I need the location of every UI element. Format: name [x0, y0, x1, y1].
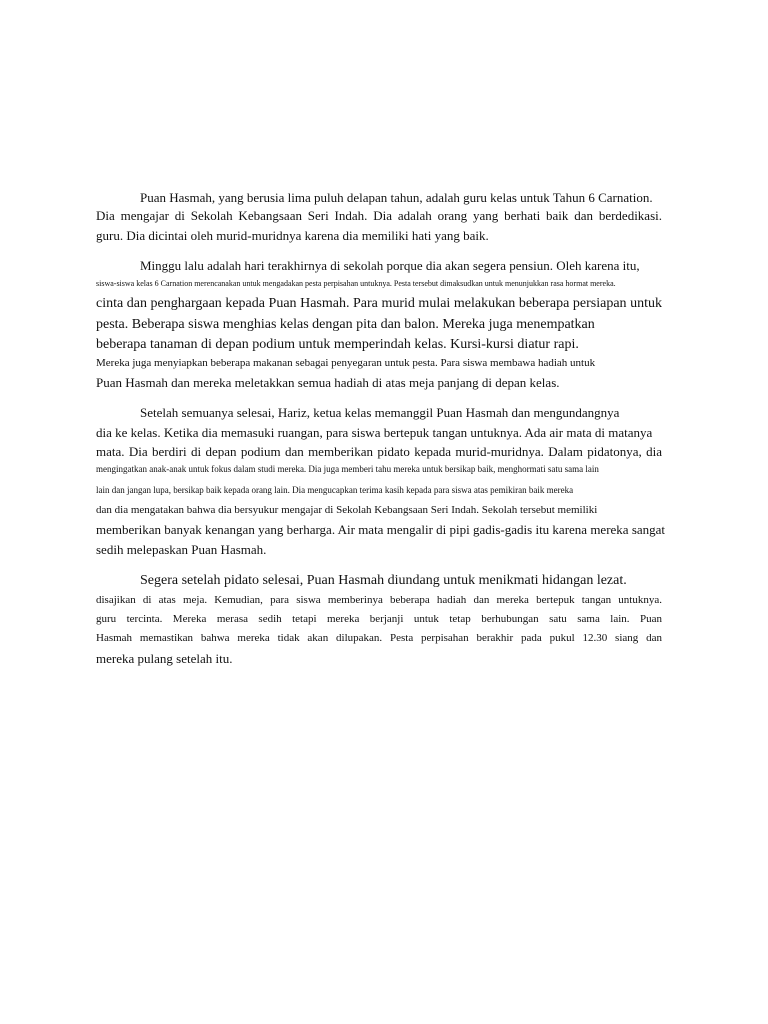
paragraph-2-line-2: siswa-siswa kelas 6 Carnation merencanakan untuk mengadakan pesta perpisahan untuknya. Pesta tersebut dimaksudkan untuk menunjukkan rasa hormat mereka.: [96, 279, 616, 288]
paragraph-2-line-5: beberapa tanaman di depan podium untuk memperindah kelas. Kursi-kursi diatur rapi.: [96, 337, 579, 352]
paragraph-3-line-8: sedih melepaskan Puan Hasmah.: [96, 542, 267, 557]
paragraph-1-line-3: guru. Dia dicintai oleh murid-muridnya karena dia memiliki hati yang baik.: [96, 228, 489, 243]
paragraph-3-line-2: dia ke kelas. Ketika dia memasuki ruangan, para siswa bertepuk tangan untuknya. Ada air mata di matanya: [96, 425, 653, 440]
paragraph-3-line-1: Setelah semuanya selesai, Hariz, ketua kelas memanggil Puan Hasmah dan mengundangnya: [140, 405, 620, 420]
paragraph-2-line-3: cinta dan penghargaan kepada Puan Hasmah. Para murid mulai melakukan beberapa persiapan untuk: [96, 296, 662, 311]
paragraph-3-line-7: memberikan banyak kenangan yang berharga. Air mata mengalir di pipi gadis-gadis itu karena mereka sangat: [96, 522, 666, 537]
paragraph-3-line-6: dan dia mengatakan bahwa dia bersyukur mengajar di Sekolah Kebangsaan Seri Indah. Sekolah tersebut memiliki: [96, 504, 598, 516]
paragraph-2-line-6: Mereka juga menyiapkan beberapa makanan sebagai penyegaran untuk pesta. Para siswa membawa hadiah untuk: [96, 357, 596, 369]
paragraph-2-line-7: Puan Hasmah dan mereka meletakkan semua hadiah di atas meja panjang di depan kelas.: [96, 375, 560, 390]
paragraph-4-line-5: mereka pulang setelah itu.: [96, 651, 233, 666]
paragraph-2-line-4: pesta. Beberapa siswa menghias kelas dengan pita dan balon. Mereka juga menempatkan: [96, 317, 595, 332]
paragraph-1-line-1: Puan Hasmah, yang berusia lima puluh delapan tahun, adalah guru kelas untuk Tahun 6 Carnation.: [140, 190, 653, 205]
paragraph-3-line-4: mengingatkan anak-anak untuk fokus dalam studi mereka. Dia juga memberi tahu mereka untuk bersikap baik, menghormati satu sama lain: [96, 464, 599, 474]
paragraph-4-line-1: Segera setelah pidato selesai, Puan Hasmah diundang untuk menikmati hidangan lezat.: [140, 573, 627, 588]
paragraph-2-line-1: Minggu lalu adalah hari terakhirnya di sekolah porque dia akan segera pensiun. Oleh karena itu,: [140, 258, 640, 273]
paragraph-3-line-3: mata. Dia berdiri di depan podium dan memberikan pidato kepada murid-muridnya. Dalam pidatonya, dia: [96, 444, 662, 459]
paragraph-4-line-4: Hasmah memastikan bahwa mereka tidak akan dilupakan. Pesta perpisahan berakhir pada pukul 12.30 siang dan: [96, 632, 662, 644]
paragraph-1-line-2: Dia mengajar di Sekolah Kebangsaan Seri Indah. Dia adalah orang yang berhati baik dan berdedikasi.: [96, 208, 662, 223]
paragraph-4-line-2: disajikan di atas meja. Kemudian, para siswa memberinya beberapa hadiah dan mereka bertepuk tangan untuknya.: [96, 594, 662, 606]
paragraph-3-line-5: lain dan jangan lupa, bersikap baik kepada orang lain. Dia mengucapkan terima kasih kepada para siswa atas pemikiran baik mereka: [96, 485, 574, 495]
paragraph-4-line-3: guru tercinta. Mereka merasa sedih tetapi mereka berjanji untuk tetap berhubungan satu sama lain. Puan: [96, 613, 662, 625]
